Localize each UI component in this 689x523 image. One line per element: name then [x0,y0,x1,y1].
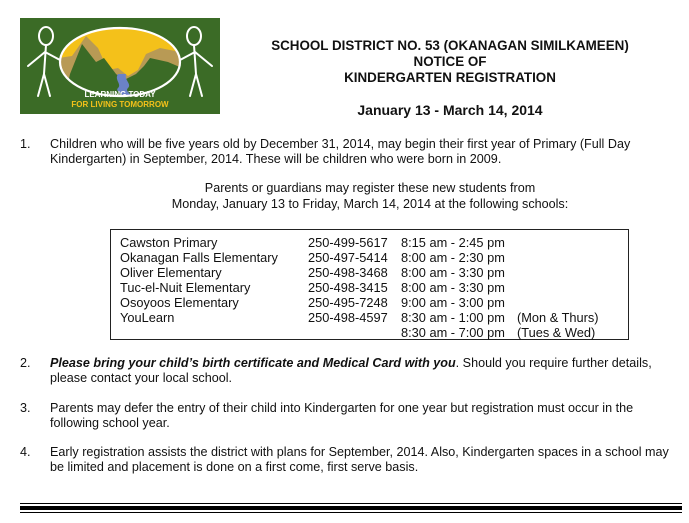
school-phone: 250-498-3415 [308,280,388,295]
school-name: Cawston Primary [120,235,218,250]
registration-note [110,181,630,212]
list-item-3 [20,401,680,432]
item-number: 1. [20,137,31,151]
school-phone: 250-495-7248 [308,295,388,310]
item-text: Parents may defer the entry of their child into Kindergarten for one year but registration must occur in the following school year. [50,401,634,431]
school-name: Tuc-el-Nuit Elementary [120,280,251,295]
school-phone: 250-498-3468 [308,265,388,280]
school-hours: 8:00 am - 3:30 pm [401,280,505,295]
school-hours: 8:15 am - 2:45 pm [401,235,505,250]
school-name: Osoyoos Elementary [120,295,239,310]
item-number: 2. [20,356,31,370]
school-hours: 8:00 am - 3:30 pm [401,265,505,280]
item-number: 4. [20,445,31,459]
school-days: (Mon & Thurs) [517,310,599,325]
district-title: SCHOOL DISTRICT NO. 53 (OKANAGAN SIMILKAMEEN) [271,38,629,53]
schools-table [110,229,629,340]
list-item-1 [20,137,680,168]
registration-note-line1: Parents or guardians may register these new students from [204,181,536,195]
item-text: Early registration assists the district with plans for September, 2014. Also, Kindergarten spaces in a school may be limited and placement is done on a first come, first serve basis. [50,445,669,475]
school-days: (Tues & Wed) [517,325,596,340]
school-name: YouLearn [120,310,175,325]
school-hours: 8:00 am - 2:30 pm [401,250,505,265]
footer-rule-thin-bottom [20,512,682,513]
footer-rule-thick [20,506,682,510]
list-item-2 [20,356,680,387]
school-hours: 8:30 am - 1:00 pm [401,310,505,325]
notice-title: NOTICE OF [413,54,487,69]
registration-note-line2: Monday, January 13 to Friday, March 14, 2014 at the following schools: [171,196,569,211]
district-logo [20,18,220,114]
item-number: 3. [20,401,31,415]
footer-rule-thin-top [20,503,682,504]
school-hours: 8:30 am - 7:00 pm [401,325,505,340]
item-text: Children who will be five years old by December 31, 2014, may begin their first year of Primary (Full Day Kindergarten) in September, 2014. These will be children who were born in 2009. [50,137,631,167]
registration-dates: January 13 - March 14, 2014 [357,102,543,118]
item-text [50,356,680,387]
item-emphasis: Please bring your child’s birth certificate and Medical Card with you [50,356,456,370]
registration-title: KINDERGARTEN REGISTRATION [344,70,556,85]
school-hours: 9:00 am - 3:00 pm [401,295,505,310]
school-phone: 250-498-4597 [308,310,388,325]
logo-tagline-line2: FOR LIVING TOMORROW [71,100,169,109]
list-item-4 [20,445,680,476]
school-phone: 250-499-5617 [308,235,388,250]
item-text-rest: . Should you require further details, please contact your local school. [50,356,652,386]
school-name: Oliver Elementary [120,265,222,280]
logo-tagline-line1: LEARNING TODAY [84,90,156,99]
school-name: Okanagan Falls Elementary [120,250,278,265]
school-phone: 250-497-5414 [308,250,388,265]
